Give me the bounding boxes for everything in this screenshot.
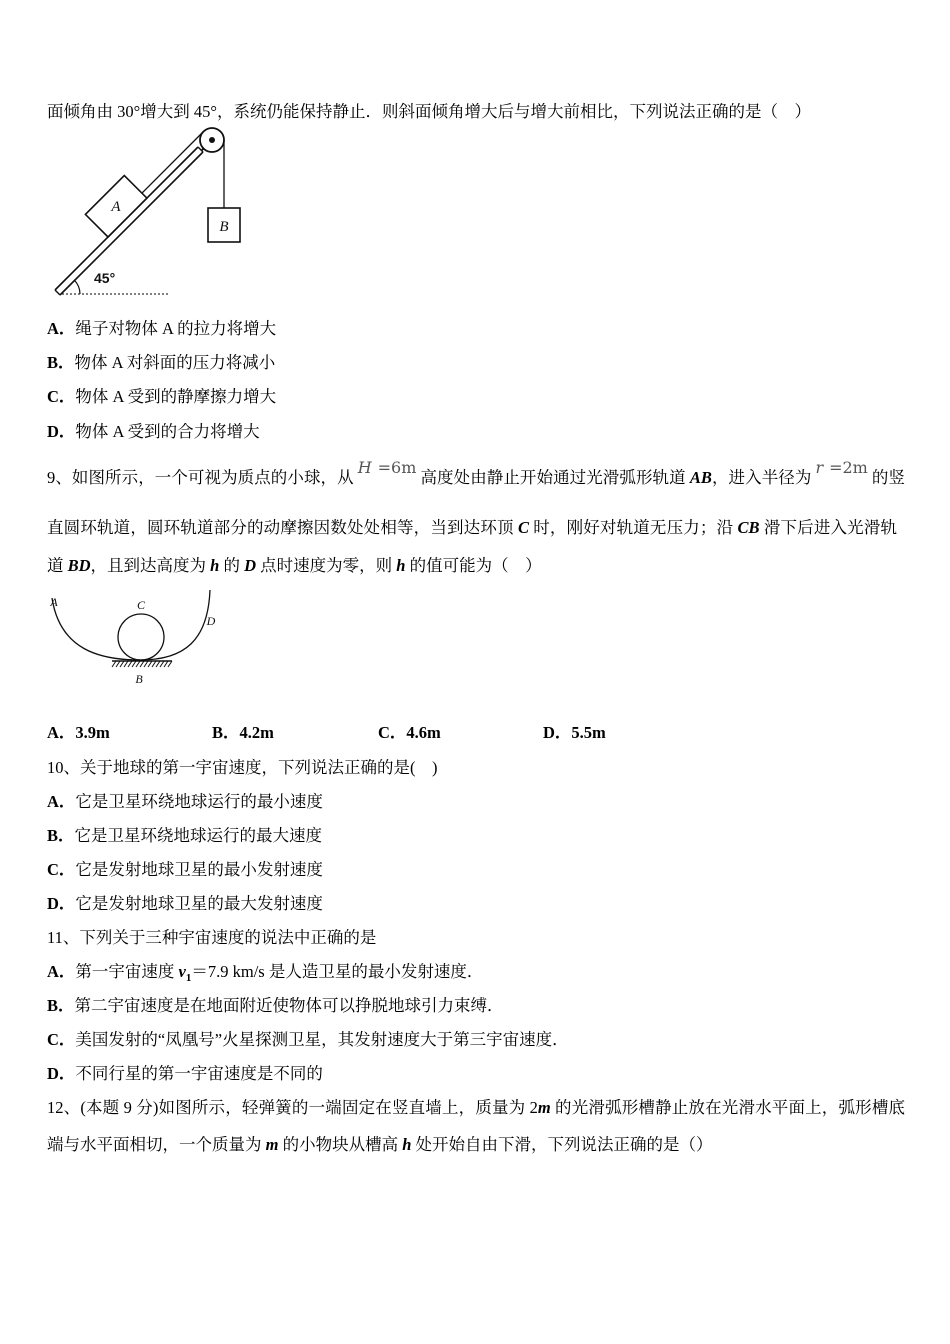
track-ab: AB [689,468,712,487]
q9-option-c [378,723,441,743]
q11-option-c [47,1030,569,1050]
velocity-subscript: 1 [185,972,192,984]
text-segment: 的竖 [871,468,906,487]
q11-option-d [47,1064,323,1084]
q9-option-b [212,723,274,743]
text-segment: 的值可能为（ ） [405,556,542,575]
option-label: A． [47,792,76,811]
q12-line-2 [47,1135,713,1155]
option-value: 4.2m [239,723,274,742]
text-segment: 处开始自由下滑，下列说法正确的是（） [411,1135,713,1154]
option-text: 绳子对物体 A 的拉力将增大 [75,319,277,338]
formula-r [815,458,867,477]
text-segment: 的 [219,556,245,575]
q8-option-b [47,353,275,373]
q8-incline-figure [40,125,250,305]
q8-option-a [47,319,276,339]
option-label: B． [212,723,240,742]
q9-line-3 [47,556,542,576]
point-c-label: C [136,598,146,612]
q9-option-a [47,723,110,743]
text-segment: ，且到达高度为 [90,556,211,575]
formula-value: =6m [377,458,417,477]
option-value: 3.9m [75,723,110,742]
loop-track [118,614,164,660]
point-c: C [517,518,529,537]
q8-option-d [47,422,260,442]
option-text: 不同行星的第一宇宙速度是不同的 [75,1064,323,1083]
option-label: B． [47,826,75,845]
height-h: h [210,556,220,575]
text-segment: ，进入半径为 [711,468,812,487]
option-text: 物体 A 受到的合力将增大 [75,422,260,441]
height-h: h [402,1135,412,1154]
q10-option-c [47,860,323,880]
option-text: 它是发射地球卫星的最小发射速度 [75,860,323,879]
option-label: B． [47,996,75,1015]
pulley-axle [209,137,215,143]
option-text: 物体 A 对斜面的压力将减小 [74,353,276,372]
q8-stem: 面倾角由 30°增大到 45°，系统仍能保持静止．则斜面倾角增大后与增大前相比，下列说法正确的是（ ） [47,102,811,121]
mass-symbol: m [265,1135,279,1154]
option-label: A． [47,319,76,338]
option-label: A． [47,962,76,981]
rope-a-to-pulley [142,132,204,194]
text-segment: 道 [47,556,68,575]
arc-track [52,590,210,660]
option-text: 它是卫星环绕地球运行的最小速度 [75,792,323,811]
option-label: D． [543,723,572,742]
option-label: D． [47,422,76,441]
text-segment: 时，刚好对轨道无压力；沿 [528,518,738,537]
q10-option-d [47,894,323,914]
text-segment: 点时速度为零，则 [256,556,397,575]
mass-symbol: m [537,1098,551,1117]
height-h: h [396,556,406,575]
q10-option-b [47,826,322,846]
q12-line-1 [47,1098,905,1118]
text-segment: 的光滑弧形槽静止放在光滑水平面上，弧形槽底 [550,1098,906,1117]
option-value: 4.6m [406,723,441,742]
formula-variable: r [815,458,824,477]
option-label: C． [47,1030,76,1049]
option-text: ＝7.9 km/s 是人造卫星的最小发射速度． [191,962,484,981]
block-a-label: A [111,199,121,215]
formula-variable: H [357,458,372,477]
q9-option-d [543,723,606,743]
ground-hatching [112,661,172,667]
block-b-label: B [219,219,229,235]
q8-option-c [47,387,276,407]
point-d-label: D [206,614,216,628]
text-segment: 的小物块从槽高 [278,1135,403,1154]
formula-h [358,458,417,477]
q11-option-a [47,962,483,984]
angle-arc [74,280,80,294]
option-label: D． [47,894,76,913]
option-text: 美国发射的“凤凰号”火星探测卫星，其发射速度大于第三宇宙速度． [75,1030,569,1049]
q9-track-figure [40,585,230,690]
option-label: D． [47,1064,76,1083]
text-segment: 端与水平面相切，一个质量为 [47,1135,266,1154]
option-value: 5.5m [571,723,606,742]
velocity-symbol: v [178,962,186,981]
angle-label: 45° [94,270,116,286]
point-d: D [244,556,257,575]
text-segment: 高度处由静止开始通过光滑弧形轨道 [420,468,690,487]
option-label: C． [47,387,76,406]
q10-stem: 10、关于地球的第一宇宙速度，下列说法正确的是( ) [47,758,438,777]
option-text: 它是卫星环绕地球运行的最大速度 [74,826,323,845]
segment-cb: CB [737,518,760,537]
option-text: 物体 A 受到的静摩擦力增大 [75,387,277,406]
option-label: C． [47,860,76,879]
point-a-label: A [50,595,58,609]
q11-stem: 11、下列关于三种宇宙速度的说法中正确的是 [47,928,377,947]
option-label: B． [47,353,75,372]
text-segment: 9、如图所示，一个可视为质点的小球，从 [47,468,354,487]
q10-option-a [47,792,323,812]
text-segment: 直圆环轨道，圆环轨道部分的动摩擦因数处处相等，当到达环顶 [47,518,518,537]
incline-lower-edge [60,152,203,295]
text-segment: 滑下后进入光滑轨 [759,518,898,537]
incline-bottom-cap [55,290,60,295]
option-text: 第二宇宙速度是在地面附近使物体可以挣脱地球引力束缚． [74,996,504,1015]
point-b-label: B [135,672,143,686]
formula-value: =2m [829,458,868,477]
option-text: 第一宇宙速度 [75,962,179,981]
q11-option-b [47,996,504,1016]
q9-line-1 [47,458,906,488]
option-label: A． [47,723,76,742]
text-segment: 12、(本题 9 分)如图所示，轻弹簧的一端固定在竖直墙上，质量为 2 [47,1098,538,1117]
option-text: 它是发射地球卫星的最大发射速度 [75,894,323,913]
q9-line-2 [47,518,897,538]
option-label: C． [378,723,407,742]
track-bd: BD [67,556,91,575]
